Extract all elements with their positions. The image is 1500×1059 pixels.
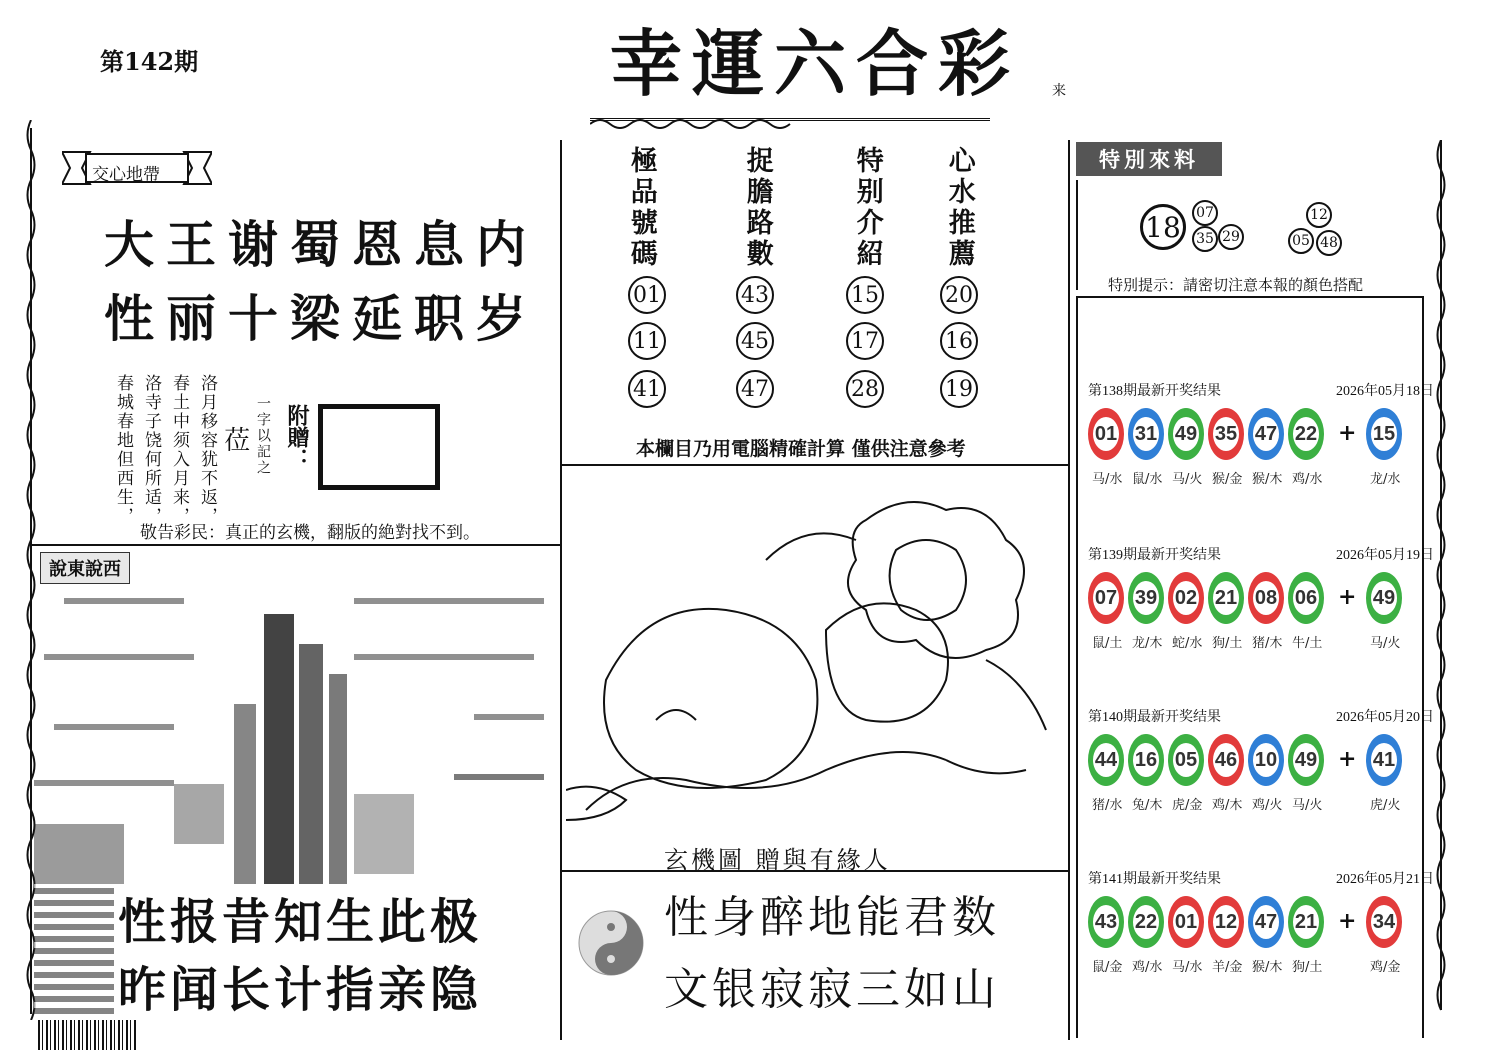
zodiac-element-label: 狗/土: [1292, 960, 1323, 975]
plus-sign: +: [1338, 908, 1357, 934]
title-ornament: [590, 116, 800, 132]
zodiac-element-label: 虎/金: [1172, 798, 1203, 813]
zodiac-element-label: 猴/金: [1212, 472, 1243, 487]
mid-poem-line-2: 文银寂寂三如山: [664, 964, 1000, 1015]
lottery-ball: [1088, 572, 1124, 624]
zodiac-element-label: 马/火: [1370, 636, 1401, 651]
zodiac-element-label: 鸡/水: [1132, 960, 1163, 975]
special-main-ball: 18: [1140, 204, 1186, 250]
special-ball: 12: [1306, 202, 1332, 228]
lottery-ball-number: 08: [1253, 581, 1279, 615]
flower-drawing: [566, 480, 1066, 830]
lottery-ball-number: 47: [1253, 905, 1279, 939]
lottery-ball: [1208, 572, 1244, 624]
lottery-ball-number: 47: [1253, 417, 1279, 451]
art-caption: 玄機圖 贈與有緣人: [664, 846, 891, 874]
lottery-ball: [1128, 408, 1164, 460]
heart-poem-line-1: 大王谢蜀恩息内: [104, 215, 538, 274]
result-date: 2026年05月21日: [1336, 872, 1434, 887]
lottery-ball-number: 46: [1213, 743, 1239, 777]
mid-poem-line-1: 性身醉地能君数: [664, 892, 1000, 943]
zodiac-element-label: 猴/木: [1252, 960, 1283, 975]
number-ball: 47: [736, 370, 774, 408]
column-title-1: 極品號碼: [625, 146, 657, 270]
lottery-ball: [1088, 734, 1124, 786]
vine-border-right: [1432, 140, 1450, 1020]
number-ball: 11: [628, 322, 666, 360]
east-west-label: 說東說西: [40, 552, 130, 584]
number-ball: 01: [628, 276, 666, 314]
number-ball: 43: [736, 276, 774, 314]
lottery-ball-number: 44: [1093, 743, 1119, 777]
lottery-ball: [1168, 896, 1204, 948]
lottery-ball: [1288, 572, 1324, 624]
zodiac-element-label: 鼠/水: [1132, 472, 1163, 487]
lottery-ball-number: 49: [1173, 417, 1199, 451]
lottery-ball: [1366, 734, 1402, 786]
lottery-ball: [1168, 734, 1204, 786]
column-title-2: 捉膽路數: [741, 146, 773, 270]
result-label: 第140期最新开奖结果: [1088, 710, 1221, 725]
special-ball: 05: [1288, 228, 1314, 254]
lottery-ball-number: 10: [1253, 743, 1279, 777]
number-ball: 16: [940, 322, 978, 360]
result-label: 第141期最新开奖结果: [1088, 872, 1221, 887]
lottery-ball: [1288, 896, 1324, 948]
zodiac-element-label: 蛇/水: [1172, 636, 1203, 651]
plus-sign: +: [1338, 420, 1357, 446]
gift-label: 附贈：: [284, 404, 310, 470]
scanned-text-image: [34, 584, 554, 884]
lottery-ball-number: 15: [1371, 417, 1397, 451]
lottery-ball: [1366, 572, 1402, 624]
lottery-ball-number: 35: [1213, 417, 1239, 451]
lottery-ball: [1128, 896, 1164, 948]
gift-box: [318, 404, 440, 490]
number-ball: 19: [940, 370, 978, 408]
lottery-ball-number: 43: [1093, 905, 1119, 939]
zodiac-element-label: 龙/木: [1132, 636, 1163, 651]
number-ball: 41: [628, 370, 666, 408]
lottery-ball-number: 21: [1293, 905, 1319, 939]
lottery-ball-number: 41: [1371, 743, 1397, 777]
lottery-ball-number: 22: [1293, 417, 1319, 451]
special-ball: 29: [1218, 224, 1244, 250]
result-date: 2026年05月18日: [1336, 384, 1434, 399]
lottery-ball: [1248, 408, 1284, 460]
lottery-ball: [1168, 408, 1204, 460]
verse-column-1: 洛月移容犹不返，: [197, 374, 217, 526]
special-tip: 特別提示：請密切注意本報的顏色搭配: [1108, 276, 1364, 294]
lottery-ball-number: 49: [1371, 581, 1397, 615]
issue-number: 第142期: [100, 47, 199, 76]
result-label: 第139期最新开奖结果: [1088, 548, 1221, 563]
columns-note: 本欄目乃用電腦精確計算 僅供注意參考: [636, 438, 966, 460]
lottery-ball-number: 31: [1133, 417, 1159, 451]
verse-column-4: 春城春地但西生，: [113, 374, 133, 526]
plus-sign: +: [1338, 746, 1357, 772]
number-ball: 28: [846, 370, 884, 408]
special-ball: 48: [1316, 230, 1342, 256]
zodiac-element-label: 兔/木: [1132, 798, 1163, 813]
lottery-ball: [1248, 734, 1284, 786]
lottery-ball: [1088, 896, 1124, 948]
zodiac-element-label: 鸡/水: [1292, 472, 1323, 487]
zodiac-element-label: 马/水: [1092, 472, 1123, 487]
zodiac-element-label: 狗/土: [1212, 636, 1243, 651]
zodiac-element-label: 鼠/土: [1092, 636, 1123, 651]
heart-zone-label: 交心地帶: [92, 165, 160, 185]
zodiac-element-label: 猪/水: [1092, 798, 1123, 813]
verse-column-3: 洛寺子饶何所适，: [141, 374, 161, 526]
east-west-poem-line-1: 性报昔知生此极: [118, 894, 483, 950]
special-rule: [1076, 180, 1078, 290]
page-title: 幸運六合彩: [610, 21, 1021, 106]
zodiac-element-label: 牛/土: [1292, 636, 1323, 651]
lottery-ball: [1248, 572, 1284, 624]
lottery-ball-number: 07: [1093, 581, 1119, 615]
special-ball: 07: [1192, 200, 1218, 226]
lottery-ball-number: 02: [1173, 581, 1199, 615]
east-west-poem-line-2: 昨闻长计指亲隐: [118, 962, 483, 1018]
heart-poem-line-2: 性丽十梁延职岁: [104, 289, 538, 348]
lottery-ball: [1288, 408, 1324, 460]
zodiac-element-label: 鼠/金: [1092, 960, 1123, 975]
lottery-ball-number: 22: [1133, 905, 1159, 939]
lottery-ball-number: 01: [1173, 905, 1199, 939]
zodiac-element-label: 虎/火: [1370, 798, 1401, 813]
number-ball: 15: [846, 276, 884, 314]
extra-character: 莅: [224, 426, 251, 456]
lottery-ball-number: 49: [1293, 743, 1319, 777]
divider-mid-top: [560, 464, 1070, 466]
lottery-ball-number: 16: [1133, 743, 1159, 777]
lottery-ball: [1168, 572, 1204, 624]
column-title-3: 特别介紹: [851, 146, 883, 270]
zodiac-element-label: 马/火: [1292, 798, 1323, 813]
lottery-ball: [1248, 896, 1284, 948]
notice-text: 敬告彩民：真正的玄機，翻版的絶對找不到。: [140, 523, 480, 543]
zodiac-element-label: 龙/水: [1370, 472, 1401, 487]
lottery-ball-number: 12: [1213, 905, 1239, 939]
result-date: 2026年05月20日: [1336, 710, 1434, 725]
barcode: [38, 1020, 138, 1050]
result-label: 第138期最新开奖结果: [1088, 384, 1221, 399]
special-ball: 35: [1192, 226, 1218, 252]
number-ball: 20: [940, 276, 978, 314]
lottery-ball-number: 21: [1213, 581, 1239, 615]
special-section-title: 特別來料: [1076, 142, 1222, 176]
lottery-ball: [1366, 896, 1402, 948]
lottery-ball: [1288, 734, 1324, 786]
zodiac-element-label: 鸡/火: [1252, 798, 1283, 813]
scan-noise: [34, 884, 114, 1014]
divider-left: [560, 140, 562, 1040]
lottery-ball-number: 05: [1173, 743, 1199, 777]
plus-sign: +: [1338, 584, 1357, 610]
title-suffix: 来: [1052, 83, 1066, 99]
one-char-note: 一字以記之: [255, 396, 271, 476]
zodiac-element-label: 马/水: [1172, 960, 1203, 975]
lottery-ball-number: 39: [1133, 581, 1159, 615]
column-title-4: 心水推薦: [943, 146, 975, 270]
zodiac-element-label: 羊/金: [1212, 960, 1243, 975]
zodiac-element-label: 猪/木: [1252, 636, 1283, 651]
yin-yang-icon: [576, 908, 646, 978]
lottery-ball-number: 34: [1371, 905, 1397, 939]
lottery-ball-number: 06: [1293, 581, 1319, 615]
lottery-ball-number: 01: [1093, 417, 1119, 451]
lottery-ball: [1088, 408, 1124, 460]
zodiac-element-label: 猴/木: [1252, 472, 1283, 487]
result-date: 2026年05月19日: [1336, 548, 1434, 563]
zodiac-element-label: 鸡/金: [1370, 960, 1401, 975]
lottery-ball: [1128, 572, 1164, 624]
lottery-ball: [1366, 408, 1402, 460]
verse-column-2: 春土中须入月来，: [169, 374, 189, 526]
number-ball: 17: [846, 322, 884, 360]
lottery-ball: [1208, 896, 1244, 948]
number-ball: 45: [736, 322, 774, 360]
lottery-ball: [1208, 734, 1244, 786]
lottery-ball: [1128, 734, 1164, 786]
zodiac-element-label: 马/火: [1172, 472, 1203, 487]
lottery-ball: [1208, 408, 1244, 460]
zodiac-element-label: 鸡/木: [1212, 798, 1243, 813]
